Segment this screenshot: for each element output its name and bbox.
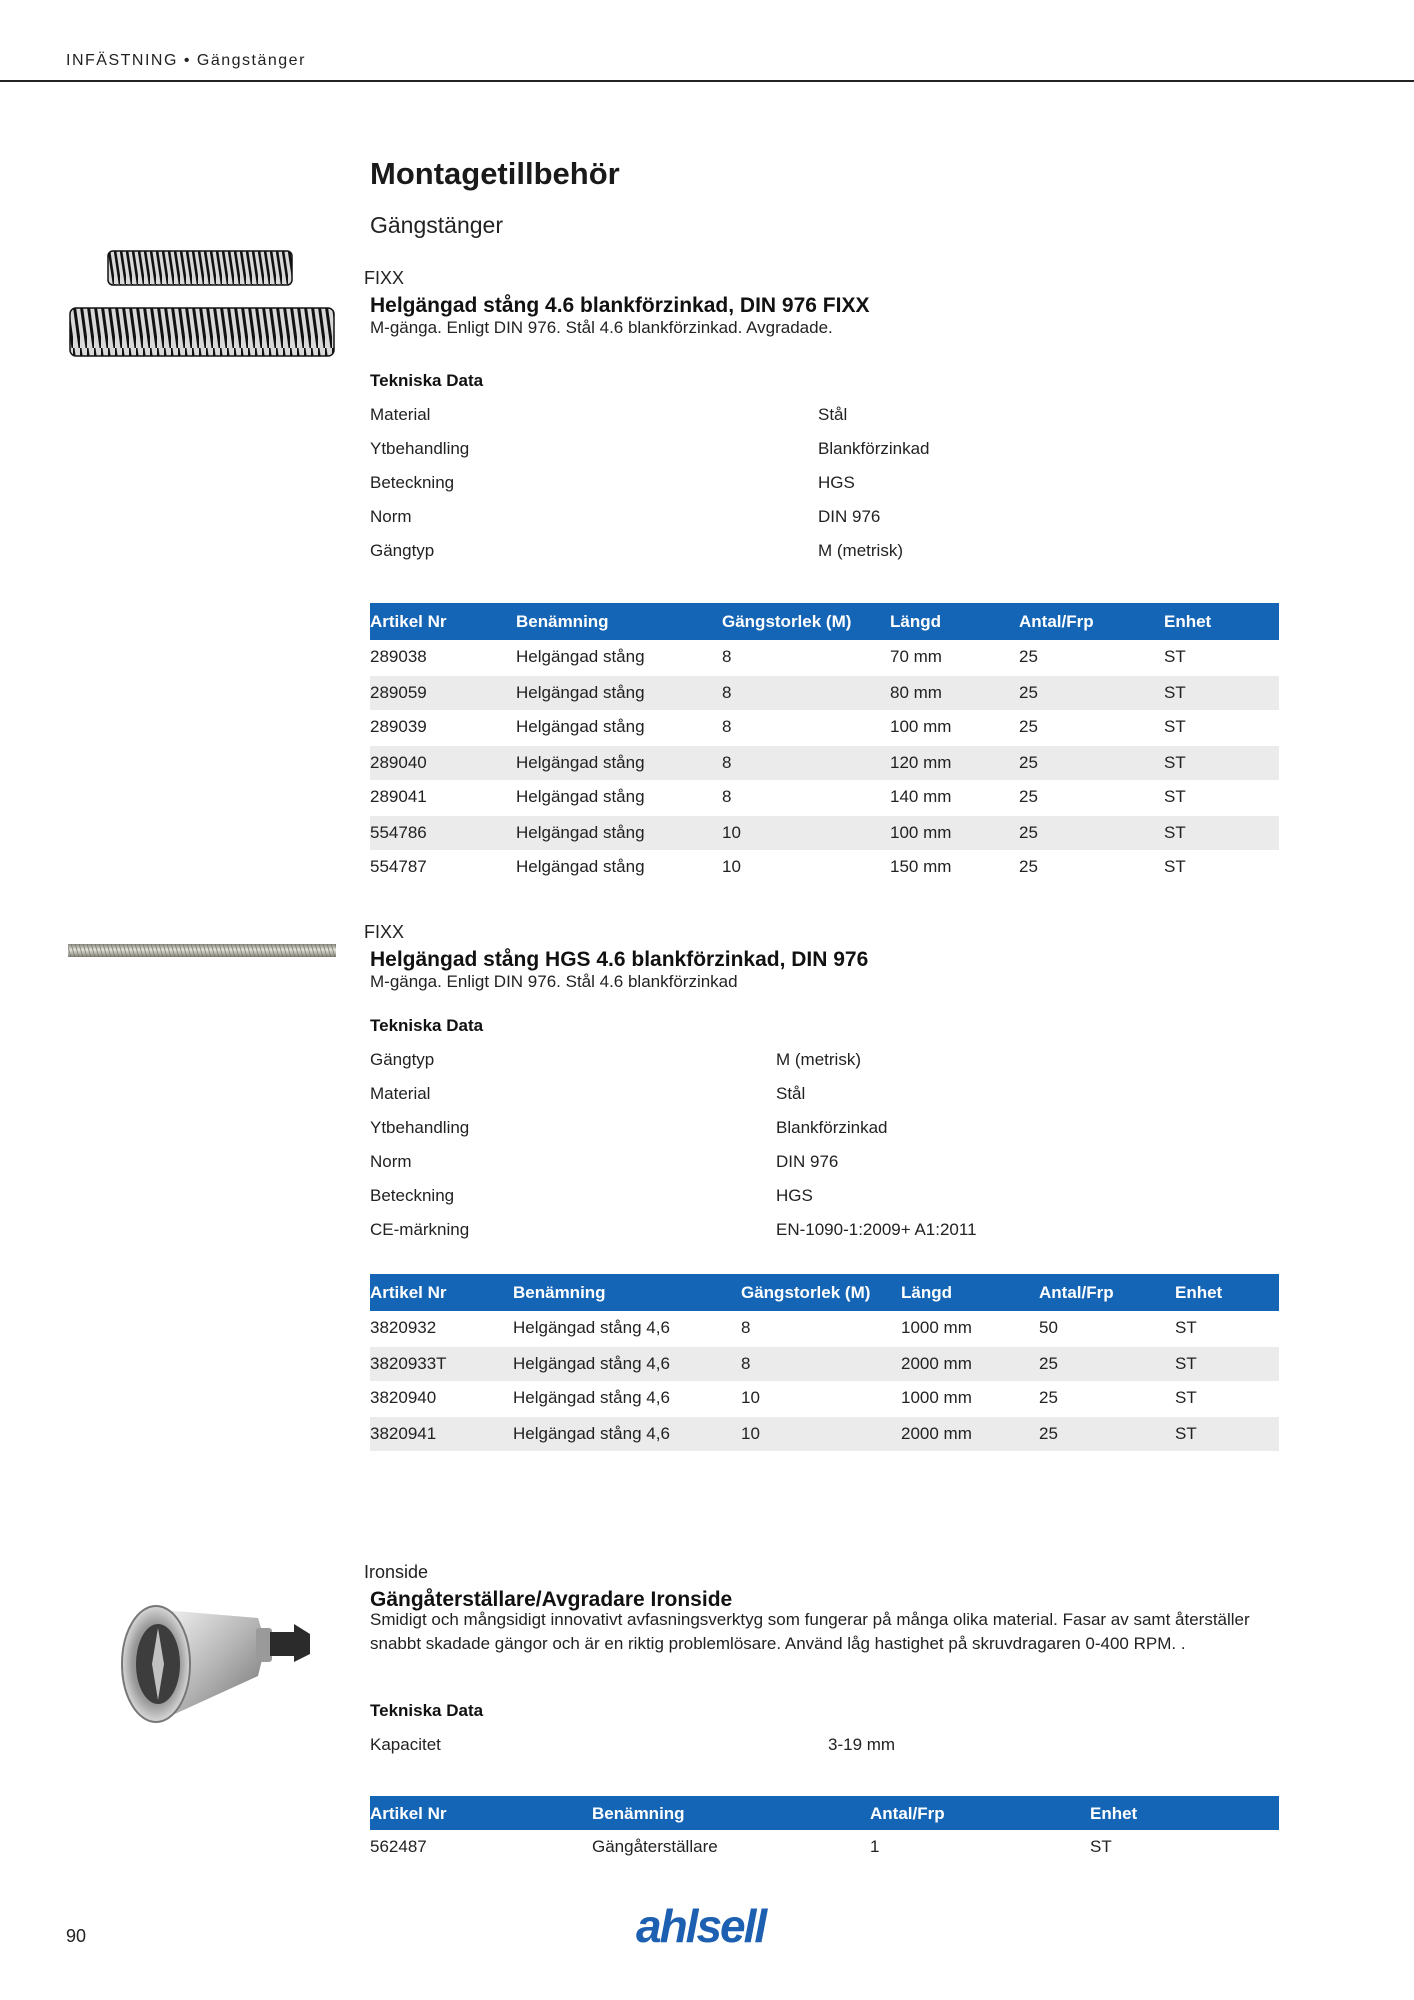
- product-2-description: M-gänga. Enligt DIN 976. Stål 4.6 blankförzinkad: [370, 972, 738, 991]
- table-row: [370, 745, 1279, 780]
- table-header-row: [370, 603, 1279, 640]
- table-cell: 289038: [370, 647, 427, 666]
- table-row: [370, 1381, 1279, 1416]
- table-cell: 25: [1019, 787, 1038, 806]
- product-2-table: [370, 1274, 1279, 1451]
- product-1-title: Helgängad stång 4.6 blankförzinkad, DIN 976 FIXX: [370, 294, 870, 317]
- table-cell: 3820940: [370, 1388, 437, 1407]
- table-cell: 140 mm: [890, 787, 952, 806]
- spec-label: Norm: [370, 1152, 412, 1171]
- spec-value: HGS: [818, 473, 855, 492]
- table-cell: Helgängad stång 4,6: [513, 1346, 741, 1381]
- table-cell: 25: [1019, 745, 1164, 780]
- column-header: Längd: [890, 603, 1019, 640]
- product-image-threaded-rods: [66, 244, 338, 364]
- page-subtitle: Gängstänger: [370, 212, 503, 238]
- table-row: [370, 1346, 1279, 1381]
- table-cell: ST: [1090, 1837, 1112, 1856]
- table-cell: 554786: [370, 815, 516, 850]
- spec-label: CE-märkning: [370, 1220, 470, 1239]
- column-header: Antal/Frp: [870, 1796, 1090, 1830]
- table-cell: 120 mm: [890, 745, 1019, 780]
- product-2-tech-heading: Tekniska Data: [370, 1016, 484, 1035]
- table-cell: ST: [1164, 857, 1186, 876]
- table-cell: ST: [1175, 1416, 1279, 1451]
- table-cell: 80 mm: [890, 675, 1019, 710]
- column-header: Gängstorlek (M): [722, 603, 890, 640]
- table-row: [370, 850, 1279, 884]
- page-title: Montagetillbehör: [370, 156, 620, 191]
- table-cell: 150 mm: [890, 857, 952, 876]
- spec-label: Kapacitet: [370, 1735, 441, 1754]
- product-3-brand: Ironside: [364, 1562, 429, 1582]
- table-cell: 25: [1019, 857, 1038, 876]
- logo-text: ahlsell: [636, 1900, 766, 1952]
- table-cell: 8: [722, 717, 732, 736]
- table-cell: 25: [1039, 1346, 1175, 1381]
- table-cell: Helgängad stång 4,6: [513, 1318, 670, 1337]
- table-cell: ST: [1164, 717, 1186, 736]
- table-row: [370, 640, 1279, 675]
- table-cell: 3820941: [370, 1416, 513, 1451]
- column-header: Enhet: [1175, 1274, 1279, 1311]
- product-3-table: [370, 1796, 1279, 1864]
- table-cell: Helgängad stång: [516, 647, 645, 666]
- spec-label: Beteckning: [370, 1186, 455, 1205]
- table-cell: Helgängad stång: [516, 675, 722, 710]
- table-cell: 100 mm: [890, 815, 1019, 850]
- table-cell: Helgängad stång 4,6: [513, 1388, 670, 1407]
- table-cell: 8: [722, 647, 732, 666]
- table-row: [370, 675, 1279, 710]
- table-cell: 8: [722, 787, 732, 806]
- table-cell: 10: [722, 815, 890, 850]
- spec-label: Beteckning: [370, 473, 455, 492]
- table-cell: Helgängad stång 4,6: [513, 1416, 741, 1451]
- table-cell: 289039: [370, 717, 427, 736]
- table-cell: 25: [1039, 1416, 1175, 1451]
- table-cell: 50: [1039, 1318, 1058, 1337]
- product-1-tech-heading: Tekniska Data: [370, 371, 484, 390]
- column-header: Gängstorlek (M): [741, 1274, 901, 1311]
- ahlsell-logo: [634, 1898, 784, 1958]
- table-cell: Gängåterställare: [592, 1837, 718, 1856]
- product-1-brand: FIXX: [364, 268, 405, 288]
- table-cell: 8: [722, 745, 890, 780]
- product-image-deburring-tool: [108, 1588, 318, 1728]
- table-row: [370, 780, 1279, 815]
- table-cell: 3820933T: [370, 1346, 513, 1381]
- column-header: Benämning: [592, 1796, 870, 1830]
- table-cell: 1: [870, 1837, 880, 1856]
- spec-value: DIN 976: [818, 507, 881, 526]
- page-number: 90: [66, 1926, 87, 1946]
- product-1-description: M-gänga. Enligt DIN 976. Stål 4.6 blankförzinkad. Avgradade.: [370, 318, 833, 337]
- product-3-title: Gängåterställare/Avgradare Ironside: [370, 1588, 733, 1611]
- spec-value: Stål: [818, 405, 848, 424]
- column-header: Benämning: [516, 603, 722, 640]
- table-cell: ST: [1164, 647, 1186, 666]
- table-cell: ST: [1164, 815, 1279, 850]
- table-cell: ST: [1164, 787, 1186, 806]
- table-cell: 25: [1019, 717, 1038, 736]
- spec-label: Gängtyp: [370, 1050, 435, 1069]
- table-cell: 10: [741, 1388, 760, 1407]
- table-cell: 8: [741, 1346, 901, 1381]
- table-cell: Helgängad stång: [516, 745, 722, 780]
- table-cell: ST: [1175, 1346, 1279, 1381]
- spec-value: HGS: [776, 1186, 813, 1205]
- table-cell: ST: [1164, 675, 1279, 710]
- table-cell: 3820932: [370, 1318, 437, 1337]
- table-cell: Helgängad stång: [516, 857, 645, 876]
- spec-label: Gängtyp: [370, 541, 435, 560]
- table-header-row: [370, 1796, 1279, 1830]
- spec-value: Blankförzinkad: [818, 439, 930, 458]
- product-3-tech-heading: Tekniska Data: [370, 1701, 484, 1720]
- product-2-title: Helgängad stång HGS 4.6 blankförzinkad, DIN 976: [370, 948, 869, 971]
- column-header: Benämning: [513, 1274, 741, 1311]
- spec-value: 3-19 mm: [828, 1735, 896, 1754]
- table-cell: 25: [1019, 815, 1164, 850]
- table-cell: 289041: [370, 787, 427, 806]
- product-1-table: [370, 603, 1279, 884]
- column-header: Artikel Nr: [370, 603, 516, 640]
- spec-value: Blankförzinkad: [776, 1118, 888, 1137]
- table-row: [370, 1830, 1279, 1864]
- table-cell: 1000 mm: [901, 1318, 972, 1337]
- table-row: [370, 815, 1279, 850]
- column-header: Enhet: [1164, 603, 1279, 640]
- spec-label: Material: [370, 405, 431, 424]
- table-row: [370, 710, 1279, 745]
- table-header-row: [370, 1274, 1279, 1311]
- table-cell: 25: [1039, 1388, 1058, 1407]
- table-cell: ST: [1164, 745, 1279, 780]
- product-3-description: Smidigt och mångsidigt innovativt avfasningsverktyg som fungerar på många olika material. Fasar av samt återställer snabbt skadade gängor och är en riktig problemlösare. Använd låg hastighet på skruvdragaren 0-400 RPM. .: [370, 1610, 1250, 1653]
- table-cell: 25: [1019, 675, 1164, 710]
- table-row: [370, 1311, 1279, 1346]
- spec-label: Ytbehandling: [370, 439, 470, 458]
- product-image-long-rod: [66, 940, 338, 962]
- column-header: Antal/Frp: [1039, 1274, 1175, 1311]
- product-2-brand: FIXX: [364, 922, 405, 942]
- spec-value: M (metrisk): [818, 541, 903, 560]
- table-cell: 562487: [370, 1837, 427, 1856]
- table-cell: 10: [741, 1416, 901, 1451]
- table-cell: 70 mm: [890, 647, 942, 666]
- column-header: Enhet: [1090, 1796, 1279, 1830]
- column-header: Artikel Nr: [370, 1796, 592, 1830]
- table-row: [370, 1416, 1279, 1451]
- spec-label: Norm: [370, 507, 412, 526]
- table-cell: Helgängad stång: [516, 787, 645, 806]
- spec-value: Stål: [776, 1084, 806, 1103]
- spec-label: Material: [370, 1084, 431, 1103]
- table-cell: 8: [722, 675, 890, 710]
- spec-label: Ytbehandling: [370, 1118, 470, 1137]
- table-cell: Helgängad stång: [516, 717, 645, 736]
- spec-value: EN-1090-1:2009+ A1:2011: [776, 1220, 977, 1239]
- column-header: Antal/Frp: [1019, 603, 1164, 640]
- column-header: Artikel Nr: [370, 1274, 513, 1311]
- table-cell: 289040: [370, 745, 516, 780]
- column-header: Längd: [901, 1274, 1039, 1311]
- spec-value: M (metrisk): [776, 1050, 861, 1069]
- breadcrumb: INFÄSTNING • Gängstänger: [66, 52, 306, 69]
- header-divider: [0, 80, 1414, 82]
- table-cell: ST: [1175, 1388, 1197, 1407]
- table-cell: 289059: [370, 675, 516, 710]
- table-cell: 2000 mm: [901, 1416, 1039, 1451]
- table-cell: Helgängad stång: [516, 815, 722, 850]
- table-cell: 8: [741, 1318, 751, 1337]
- table-cell: 10: [722, 857, 741, 876]
- table-cell: 25: [1019, 647, 1038, 666]
- table-cell: 100 mm: [890, 717, 952, 736]
- table-cell: 2000 mm: [901, 1346, 1039, 1381]
- table-cell: ST: [1175, 1318, 1197, 1337]
- table-cell: 1000 mm: [901, 1388, 972, 1407]
- table-cell: 554787: [370, 857, 427, 876]
- spec-value: DIN 976: [776, 1152, 839, 1171]
